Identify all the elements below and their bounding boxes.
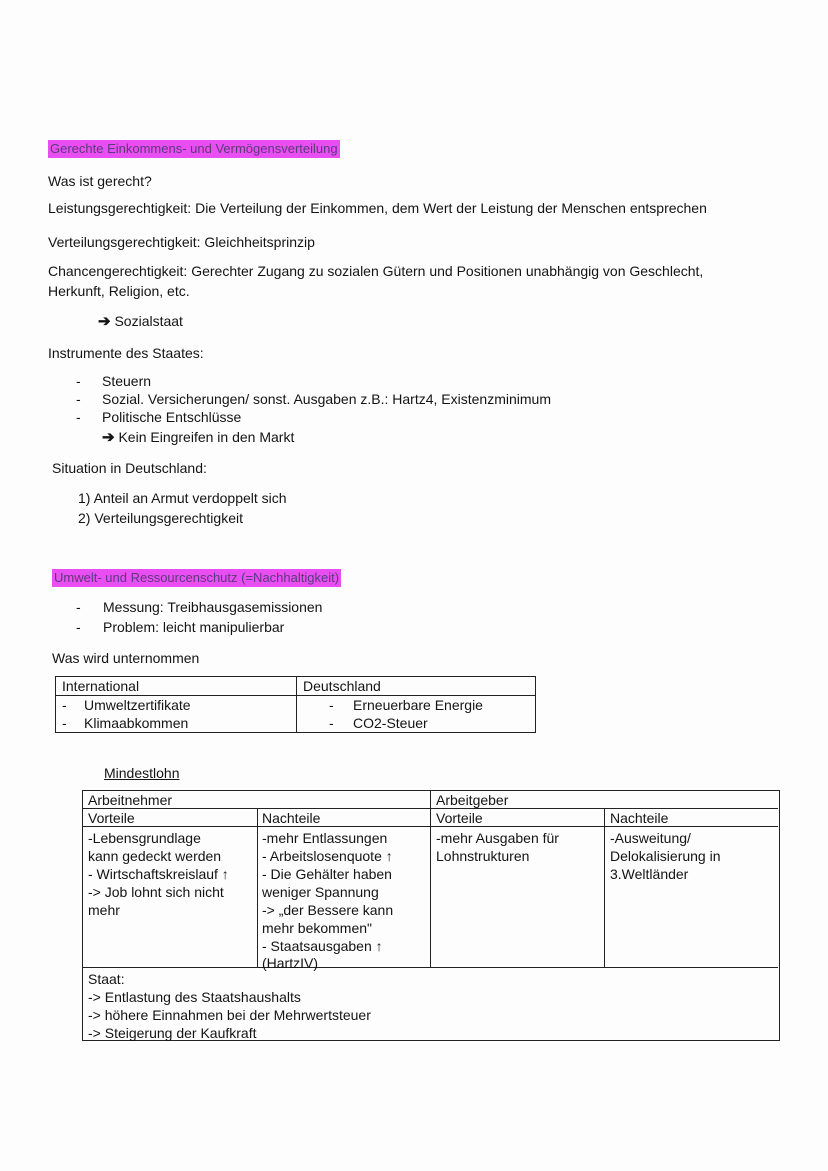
international-cell xyxy=(56,696,297,733)
header-ag-vorteile: Vorteile xyxy=(436,810,483,826)
an-vorteile-cell xyxy=(88,829,229,919)
cell-line: -Ausweitung/ xyxy=(610,830,691,846)
cell-line: -mehr Ausgaben für xyxy=(436,830,559,846)
list-item: - Erneuerbare Energie xyxy=(329,697,483,713)
list-item: - CO2-Steuer xyxy=(329,715,428,731)
table-header-deutschland: Deutschland xyxy=(297,677,536,696)
arrow-sozialstaat xyxy=(98,312,183,331)
cell-line: - Wirtschaftskreislauf ↑ xyxy=(88,866,229,882)
ag-vorteile-cell xyxy=(436,829,559,865)
list-item: - Klimaabkommen xyxy=(62,715,189,731)
deutschland-cell xyxy=(297,696,536,733)
measures-table xyxy=(55,676,536,733)
staat-title: Staat: xyxy=(88,971,125,987)
arrow-label: Kein Eingreifen in den Markt xyxy=(118,429,295,445)
staat-cell xyxy=(88,970,371,1042)
situation-item: 1) Anteil an Armut verdoppelt sich xyxy=(78,490,287,506)
cell-line: mehr xyxy=(88,902,120,918)
divider xyxy=(257,808,258,967)
chancengerechtigkeit-line2: Herkunft, Religion, etc. xyxy=(48,283,190,299)
dash-icon: - xyxy=(76,599,81,615)
instruments-title: Instrumente des Staates: xyxy=(48,345,204,361)
divider xyxy=(604,808,605,967)
cell-line: - Staatsausgaben ↑ xyxy=(262,938,383,954)
section-heading-umwelt: Umwelt- und Ressourcenschutz (=Nachhaltigkeit) xyxy=(54,570,340,585)
list-item: - Umweltzertifikate xyxy=(62,697,191,713)
arrow-right-icon: ➔ xyxy=(98,313,111,330)
table-header-international: International xyxy=(56,677,297,696)
header-ag-nachteile: Nachteile xyxy=(610,810,669,826)
cell-line: kann gedeckt werden xyxy=(88,848,222,864)
umwelt-bullet: Messung: Treibhausgasemissionen xyxy=(103,599,323,615)
header-arbeitgeber: Arbeitgeber xyxy=(436,792,509,808)
umwelt-bullet: Problem: leicht manipulierbar xyxy=(103,619,285,635)
arrow-label: Sozialstaat xyxy=(114,313,183,329)
staat-item: -> Entlastung des Staatshaushalts xyxy=(88,989,301,1005)
instrument-item: Politische Entschlüsse xyxy=(102,409,242,425)
instrument-item: Steuern xyxy=(102,373,152,389)
dash-icon: - xyxy=(76,619,81,635)
situation-title: Situation in Deutschland: xyxy=(52,460,207,476)
verteilungsgerechtigkeit: Verteilungsgerechtigkeit: Gleichheitsprinzip xyxy=(48,234,315,250)
cell-line: -Lebensgrundlage xyxy=(88,830,201,846)
situation-item: 2) Verteilungsgerechtigkeit xyxy=(78,510,243,526)
cell-line: (HartzIV) xyxy=(262,955,318,971)
leistungsgerechtigkeit: Leistungsgerechtigkeit: Die Verteilung der Einkommen, dem Wert der Leistung der Menschen entsprechen xyxy=(48,200,707,216)
question-gerecht: Was ist gerecht? xyxy=(48,173,152,189)
question-unternommen: Was wird unternommen xyxy=(52,650,200,666)
header-an-vorteile: Vorteile xyxy=(88,810,135,826)
arrow-kein-eingreifen xyxy=(102,428,294,447)
staat-item: -> höhere Einnahmen bei der Mehrwertsteuer xyxy=(88,1007,371,1023)
header-an-nachteile: Nachteile xyxy=(262,810,321,826)
mindestlohn-title: Mindestlohn xyxy=(104,765,180,781)
cell-line: -> Job lohnt sich nicht xyxy=(88,884,224,900)
staat-item: -> Steigerung der Kaufkraft xyxy=(88,1025,257,1041)
header-arbeitnehmer: Arbeitnehmer xyxy=(88,792,173,808)
instrument-item: Sozial. Versicherungen/ sonst. Ausgaben z.B.: Hartz4, Existenzminimum xyxy=(102,391,551,407)
cell-line: 3.Weltländer xyxy=(610,866,689,882)
cell-line: -mehr Entlassungen xyxy=(262,830,388,846)
dash-icon: - xyxy=(76,391,81,407)
an-nachteile-cell xyxy=(262,829,393,971)
arrow-right-icon: ➔ xyxy=(102,429,115,446)
cell-line: Lohnstrukturen xyxy=(436,848,530,864)
ag-nachteile-cell xyxy=(610,829,721,883)
section-heading-einkommen: Gerechte Einkommens- und Vermögensverteilung xyxy=(50,141,338,156)
divider xyxy=(430,790,431,967)
dash-icon: - xyxy=(76,409,81,425)
cell-line: mehr bekommen" xyxy=(262,920,373,936)
cell-line: weniger Spannung xyxy=(262,884,379,900)
cell-line: -> „der Bessere kann xyxy=(262,902,394,918)
cell-line: - Arbeitslosenquote ↑ xyxy=(262,848,393,864)
chancengerechtigkeit-line1: Chancengerechtigkeit: Gerechter Zugang zu sozialen Gütern und Positionen unabhängig von Geschlecht, xyxy=(48,263,704,279)
divider xyxy=(82,967,778,968)
cell-line: - Die Gehälter haben xyxy=(262,866,392,882)
cell-line: Delokalisierung in xyxy=(610,848,721,864)
dash-icon: - xyxy=(76,373,81,389)
